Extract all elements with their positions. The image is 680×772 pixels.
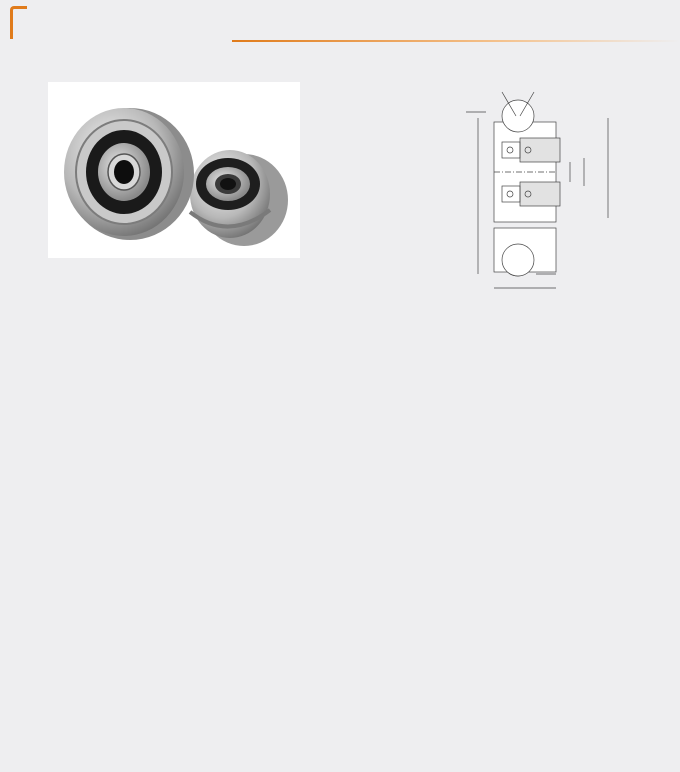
page-header: [0, 0, 680, 46]
header-rule: [232, 40, 680, 42]
roller-left: [64, 108, 194, 240]
technical-drawing: [458, 78, 638, 296]
product-photo: [48, 82, 300, 258]
header-corner-decoration: [10, 6, 27, 39]
roller-right: [190, 150, 288, 246]
